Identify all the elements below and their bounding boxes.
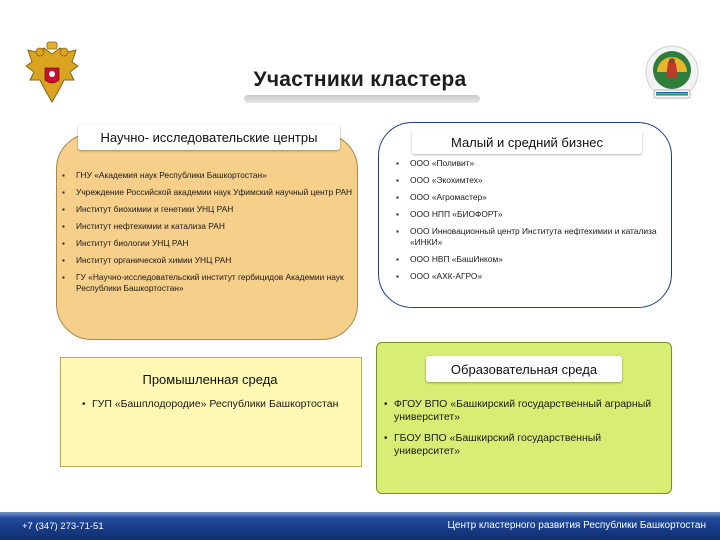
list-item: • ФГОУ ВПО «Башкирский государственный аграрный университет» [382,398,670,424]
list-item: ▪ ООО «АХК-АГРО» [394,271,670,282]
list-item: ▪ ООО «Поливит» [394,158,670,169]
research-centers-list [60,170,358,300]
list-item: ▪ ООО НПП «БИОФОРТ» [394,209,670,220]
research-centers-header: Научно- исследовательские центры [78,124,340,150]
education-header: Образовательная среда [426,356,622,382]
list-item: ▪ ГНУ «Академия наук Республики Башкортостан» [60,170,358,181]
page-title: Участники кластера [253,68,467,91]
title-underline [244,95,480,103]
list-item: ▪ ООО «Агромастер» [394,192,670,203]
footer-shine [0,512,720,518]
list-item: • ГУП «Башплодородие» Республики Башкортостан [80,398,350,411]
footer-organization: Центр кластерного развития Республики Башкортостан [447,520,706,531]
education-list [382,398,670,466]
footer-phone: +7 (347) 273-71-51 [22,521,104,532]
industry-header: Промышленная среда [142,371,278,387]
list-item: ▪ ООО НВП «БашИнком» [394,254,670,265]
list-item: • ГБОУ ВПО «Башкирский государственный университет» [382,432,670,458]
list-item: ▪ Институт органической химии УНЦ РАН [60,255,358,266]
list-item: ▪ Институт биологии УНЦ РАН [60,238,358,249]
industry-list [80,398,350,419]
business-header: Малый и средний бизнес [412,130,642,154]
business-list [394,158,670,288]
list-item: ▪ Институт биохимии и генетики УНЦ РАН [60,204,358,215]
list-item: ▪ Институт нефтехимии и катализа РАН [60,221,358,232]
list-item: ▪ ГУ «Научно-исследовательский институт гербицидов Академии наук Республики Башкортостан» [60,272,358,294]
list-item: ▪ Учреждение Российской академии наук Уфимский научный центр РАН [60,187,358,198]
list-item: ▪ ООО «Экохимтех» [394,175,670,186]
list-item: ▪ ООО Инновационный центр Института нефтехимии и катализа «ИНКИ» [394,226,670,248]
